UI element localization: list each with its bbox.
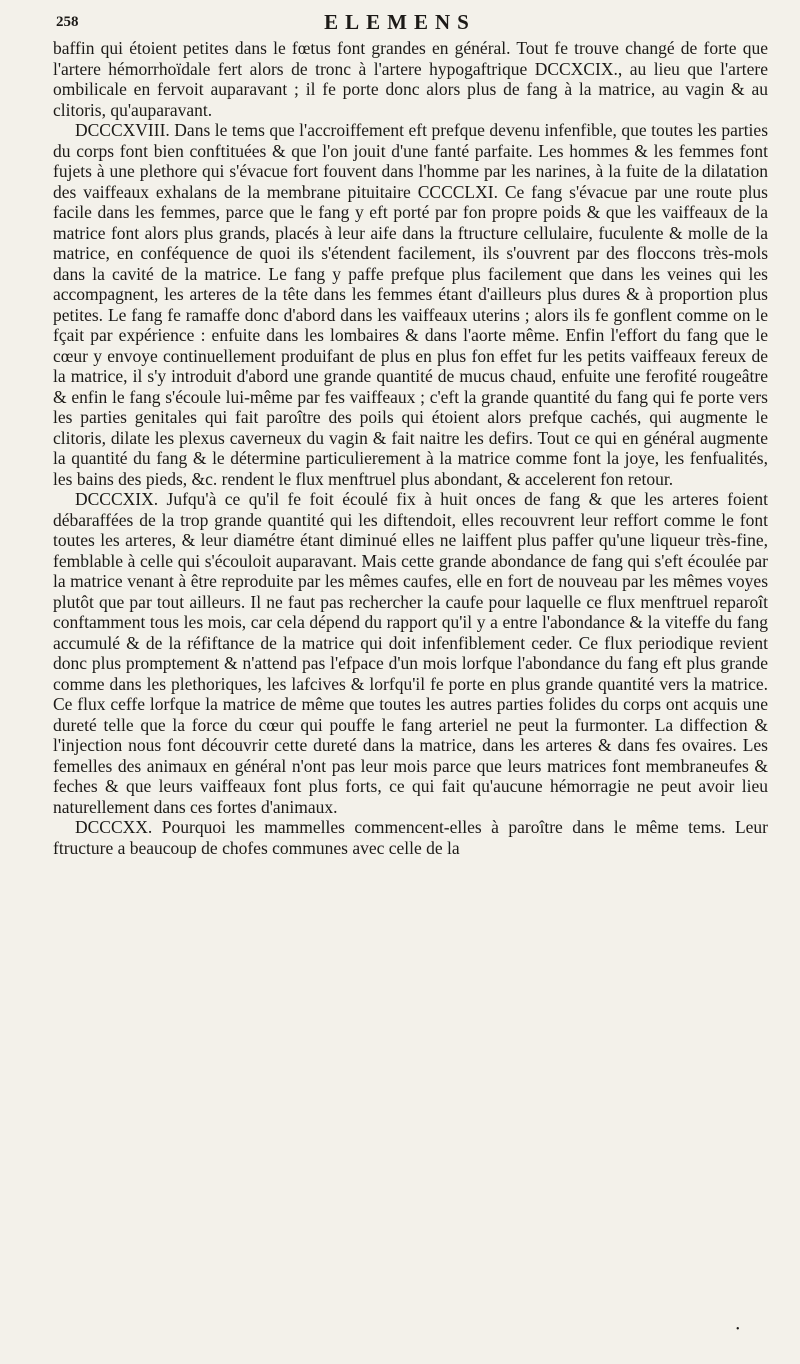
page-header [0, 8, 800, 34]
paragraph-dcccxix: DCCCXIX. Jufqu'à ce qu'il fe foit écoulé fix à huit onces de fang & que les arteres foient débaraffées de la trop grande quantité qui les diftendoit, elles recouvrent leur reffort comme le font toutes les arteres, & leur diamétre étant diminué elles ne laiffent plus paffer qu'une liqueur très-fine, femblable à celle qui s'écouloit auparavant. Mais cette grande abondance de fang qui s'eft écoulée par la matrice venant à être reproduite par les mêmes caufes, elle en fort de nouveau par les mêmes voyes plutôt que par tout ailleurs. Il ne faut pas rechercher la caufe pour laquelle ce flux menftruel reparoît conftamment tous les mois, car cela dépend du rapport qu'il y a entre l'abondance & la viteffe du fang accumulé & de la réfiftance de la matrice qui doit infenfiblement ceder. Ce flux periodique revient donc plus promptement & n'attend pas l'efpace d'un mois lorfque l'abondance du fang eft plus grande comme dans les plethoriques, les lafcives & lorfqu'il fe porte en plus grande quantité vers la matrice. Ce flux ceffe lorfque la matrice de même que toutes les autres parties folides du corps ont acquis une dureté telle que la force du cœur qui pouffe le fang arteriel ne peut la furmonter. La diffection & l'injection nous font découvrir cette dureté dans la matrice, dans les arteres & dans fes ovaires. Les femelles des animaux en général n'ont pas leur mois parce que leurs matrices font membraneufes & feches & que leurs vaiffeaux font plus forts, ce qui fait qu'aucune hémorragie ne peut avoir lieu naturellement dans ces fortes d'animaux. [53, 489, 768, 817]
paragraph-dcccxviii: DCCCXVIII. Dans le tems que l'accroiffement eft prefque devenu infenfible, que toutes les parties du corps font bien conftituées & que l'on jouit d'une fanté parfaite. Les hommes & les femmes font fujets à une plethore qui s'évacue fort fouvent dans l'homme par les narines, à la fuite de la dilatation des vaiffeaux exhalans de la membrane pituitaire CCCCLXI. Ce fang s'évacue par une route plus facile dans les femmes, parce que le fang y eft porté par fon propre poids & que les vaiffeaux de la matrice font alors plus grands, placés à leur aife dans la ftructure cellulaire, fuculente & molle de la matrice, en conféquence de quoi ils s'étendent facilement, ils s'ouvrent par des floccons très-mols dans la cavité de la matrice. Le fang y paffe prefque plus facilement que dans les veines qui les accompagnent, les arteres de la tête dans les femmes étant d'ailleurs plus dures & à proportion plus petites. Le fang fe ramaffe donc d'abord dans les vaiffeaux uterins ; alors ils fe gonflent comme on le fçait par expérience : enfuite dans les lombaires & dans l'aorte même. Enfin l'effort du fang que le cœur y envoye continuellement produifant de plus en plus fon effet fur les petits vaiffeaux fereux de la matrice, il s'y introduit d'abord une grande quantité de mucus chaud, enfuite une ferofité rougeâtre & enfin le fang s'écoule lui-même par fes vaiffeaux ; c'eft la grande quantité du fang qui fe porte vers les parties genitales qui fait paroître des poils qui étoient alors prefque cachés, qui augmente le clitoris, dilate les plexus caverneux du vagin & fait naitre les defirs. Tout ce qui en général augmente la quantité du fang & le détermine particulierement à la matrice comme font la joye, les fenfualités, les bains des pieds, &c. rendent le flux menftruel plus abondant, & accelerent fon retour. [53, 120, 768, 489]
paragraph-dcccxx: DCCCXX. Pourquoi les mammelles commencent-elles à paroître dans le même tems. Leur ftructure a beaucoup de chofes communes avec celle de la [53, 817, 768, 858]
signature-mark: • [736, 1324, 740, 1335]
running-title: ELEMENS [324, 10, 476, 34]
paragraph-continuation: baffin qui étoient petites dans le fœtus font grandes en général. Tout fe trouve changé de forte que l'artere hémorrhoïdale fert alors de tronc à l'artere hypogaftrique DCCXCIX., au lieu que l'artere ombilicale en fervoit auparavant ; il fe porte donc alors plus de fang à la matrice, au vagin & au clitoris, qu'auparavant. [53, 38, 768, 120]
body-text [53, 38, 768, 858]
page-number: 258 [56, 14, 79, 30]
